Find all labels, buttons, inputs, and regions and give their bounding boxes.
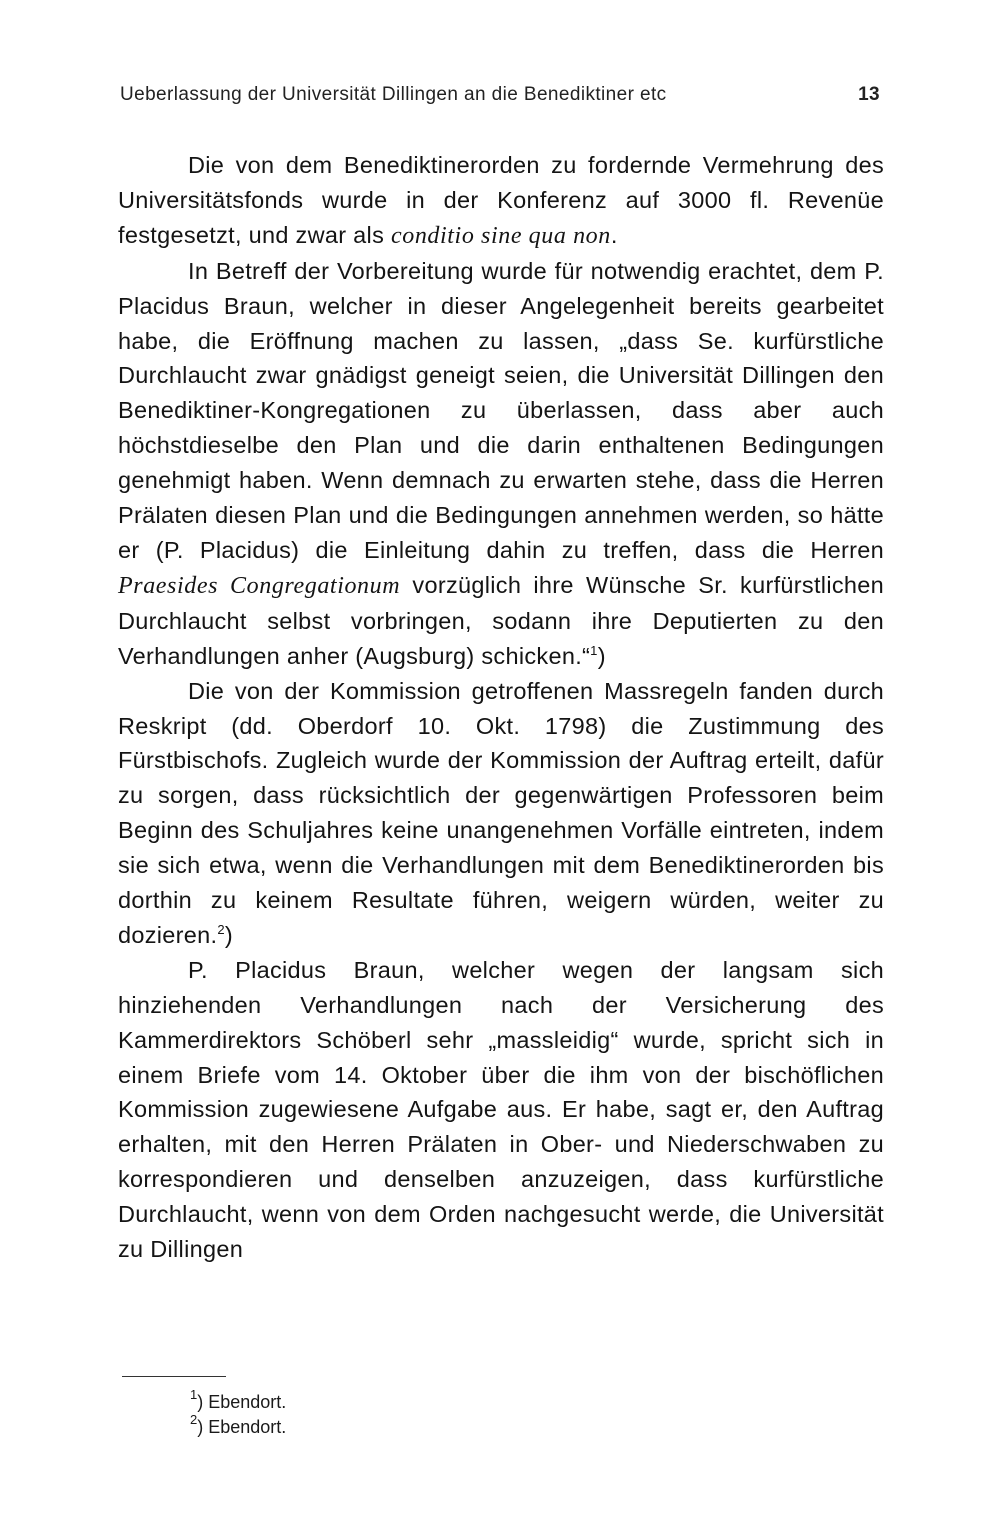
- footnotes: [190, 1387, 790, 1440]
- running-head: [120, 84, 880, 116]
- paragraph-text: .: [610, 221, 618, 248]
- footnote-divider: [122, 1376, 226, 1377]
- paragraph-text: vorzüglich ihre Wünsche Sr. kurfürstlichen Durchlaucht selbst vorbringen, sodann ihre Deputierten zu den Verhandlungen anher (Augsburg) schicken.“: [118, 571, 884, 669]
- paragraph: [118, 953, 884, 1267]
- paragraph-text: Die von dem Benediktinerorden zu fordernde Vermehrung des Universitätsfonds wurde in der Konferenz auf 3000 fl. Revenüe festgesetzt, und zwar als: [118, 152, 884, 248]
- footnote: [190, 1412, 790, 1440]
- footnote-mark: 2: [190, 1412, 198, 1427]
- paragraph: [118, 148, 884, 254]
- page-number: 13: [858, 84, 880, 105]
- footnote-mark: 1: [190, 1387, 198, 1402]
- running-head-title: Ueberlassung der Universität Dillingen an die Benediktiner etc: [120, 84, 667, 105]
- latin-phrase: Praesides Congregationum: [118, 572, 401, 599]
- footnote-reference[interactable]: 2: [217, 921, 225, 937]
- paragraph-text: ): [224, 921, 234, 948]
- paragraph: [118, 674, 884, 953]
- paragraph-text: In Betreff der Vorbereitung wurde für notwendig erachtet, dem P. Placidus Braun, welcher in dieser Angelegenheit bereits gearbeitet habe, die Eröffnung machen zu lassen, „dass Se. kurfürstliche Durchlaucht zwar gnädigst geneigt seien, die Universität Dillingen den Benediktiner-Kongregationen zu überlassen, dass aber auch höchstdieselbe den Plan und die darin enthaltenen Bedingungen genehmigt haben. Wenn demnach zu erwarten stehe, dass die Herren Prälaten diesen Plan und die Bedingungen annehmen werden, so hätte er (P. Placidus) die Einleitung dahin zu treffen, dass die Herren: [118, 257, 884, 563]
- footnote-reference[interactable]: 1: [590, 642, 598, 658]
- footnote: [190, 1387, 790, 1415]
- footnote-text: ) Ebendort.: [197, 1392, 287, 1412]
- paragraph: [118, 254, 884, 674]
- footnote-text: ) Ebendort.: [197, 1417, 287, 1437]
- latin-phrase: conditio sine qua non: [390, 222, 611, 249]
- paragraph-text: ): [597, 642, 606, 669]
- body-text: [118, 148, 884, 1267]
- paragraph-text: P. Placidus Braun, welcher wegen der langsam sich hinziehenden Verhandlungen nach der Versicherung des Kammerdirektors Schöberl sehr „massleidig“ wurde, spricht sich in einem Briefe vom 14. Oktober über die ihm von der bischöflichen Kommission zugewiesene Aufgabe aus. Er habe, sagt er, den Auftrag erhalten, mit den Herren Prälaten in Ober- und Niederschwaben zu korrespondieren und denselben anzuzeigen, dass kurfürstliche Durchlaucht, wenn von dem Orden nachgesucht werde, die Universität zu Dillingen: [118, 956, 884, 1263]
- paragraph-text: Die von der Kommission getroffenen Massregeln fanden durch Reskript (dd. Oberdorf 10. Okt. 1798) die Zustimmung des Fürstbischofs. Zugleich wurde der Kommission der Auftrag erteilt, dafür zu sorgen, dass rücksichtlich der gegenwärtigen Professoren beim Beginn des Schuljahres keine unangenehmen Vorfälle eintreten, indem sie sich etwa, wenn die Verhandlungen mit dem Benediktinerorden bis dorthin zu keinem Resultate führen, weigern würden, weiter zu dozieren.: [118, 677, 884, 948]
